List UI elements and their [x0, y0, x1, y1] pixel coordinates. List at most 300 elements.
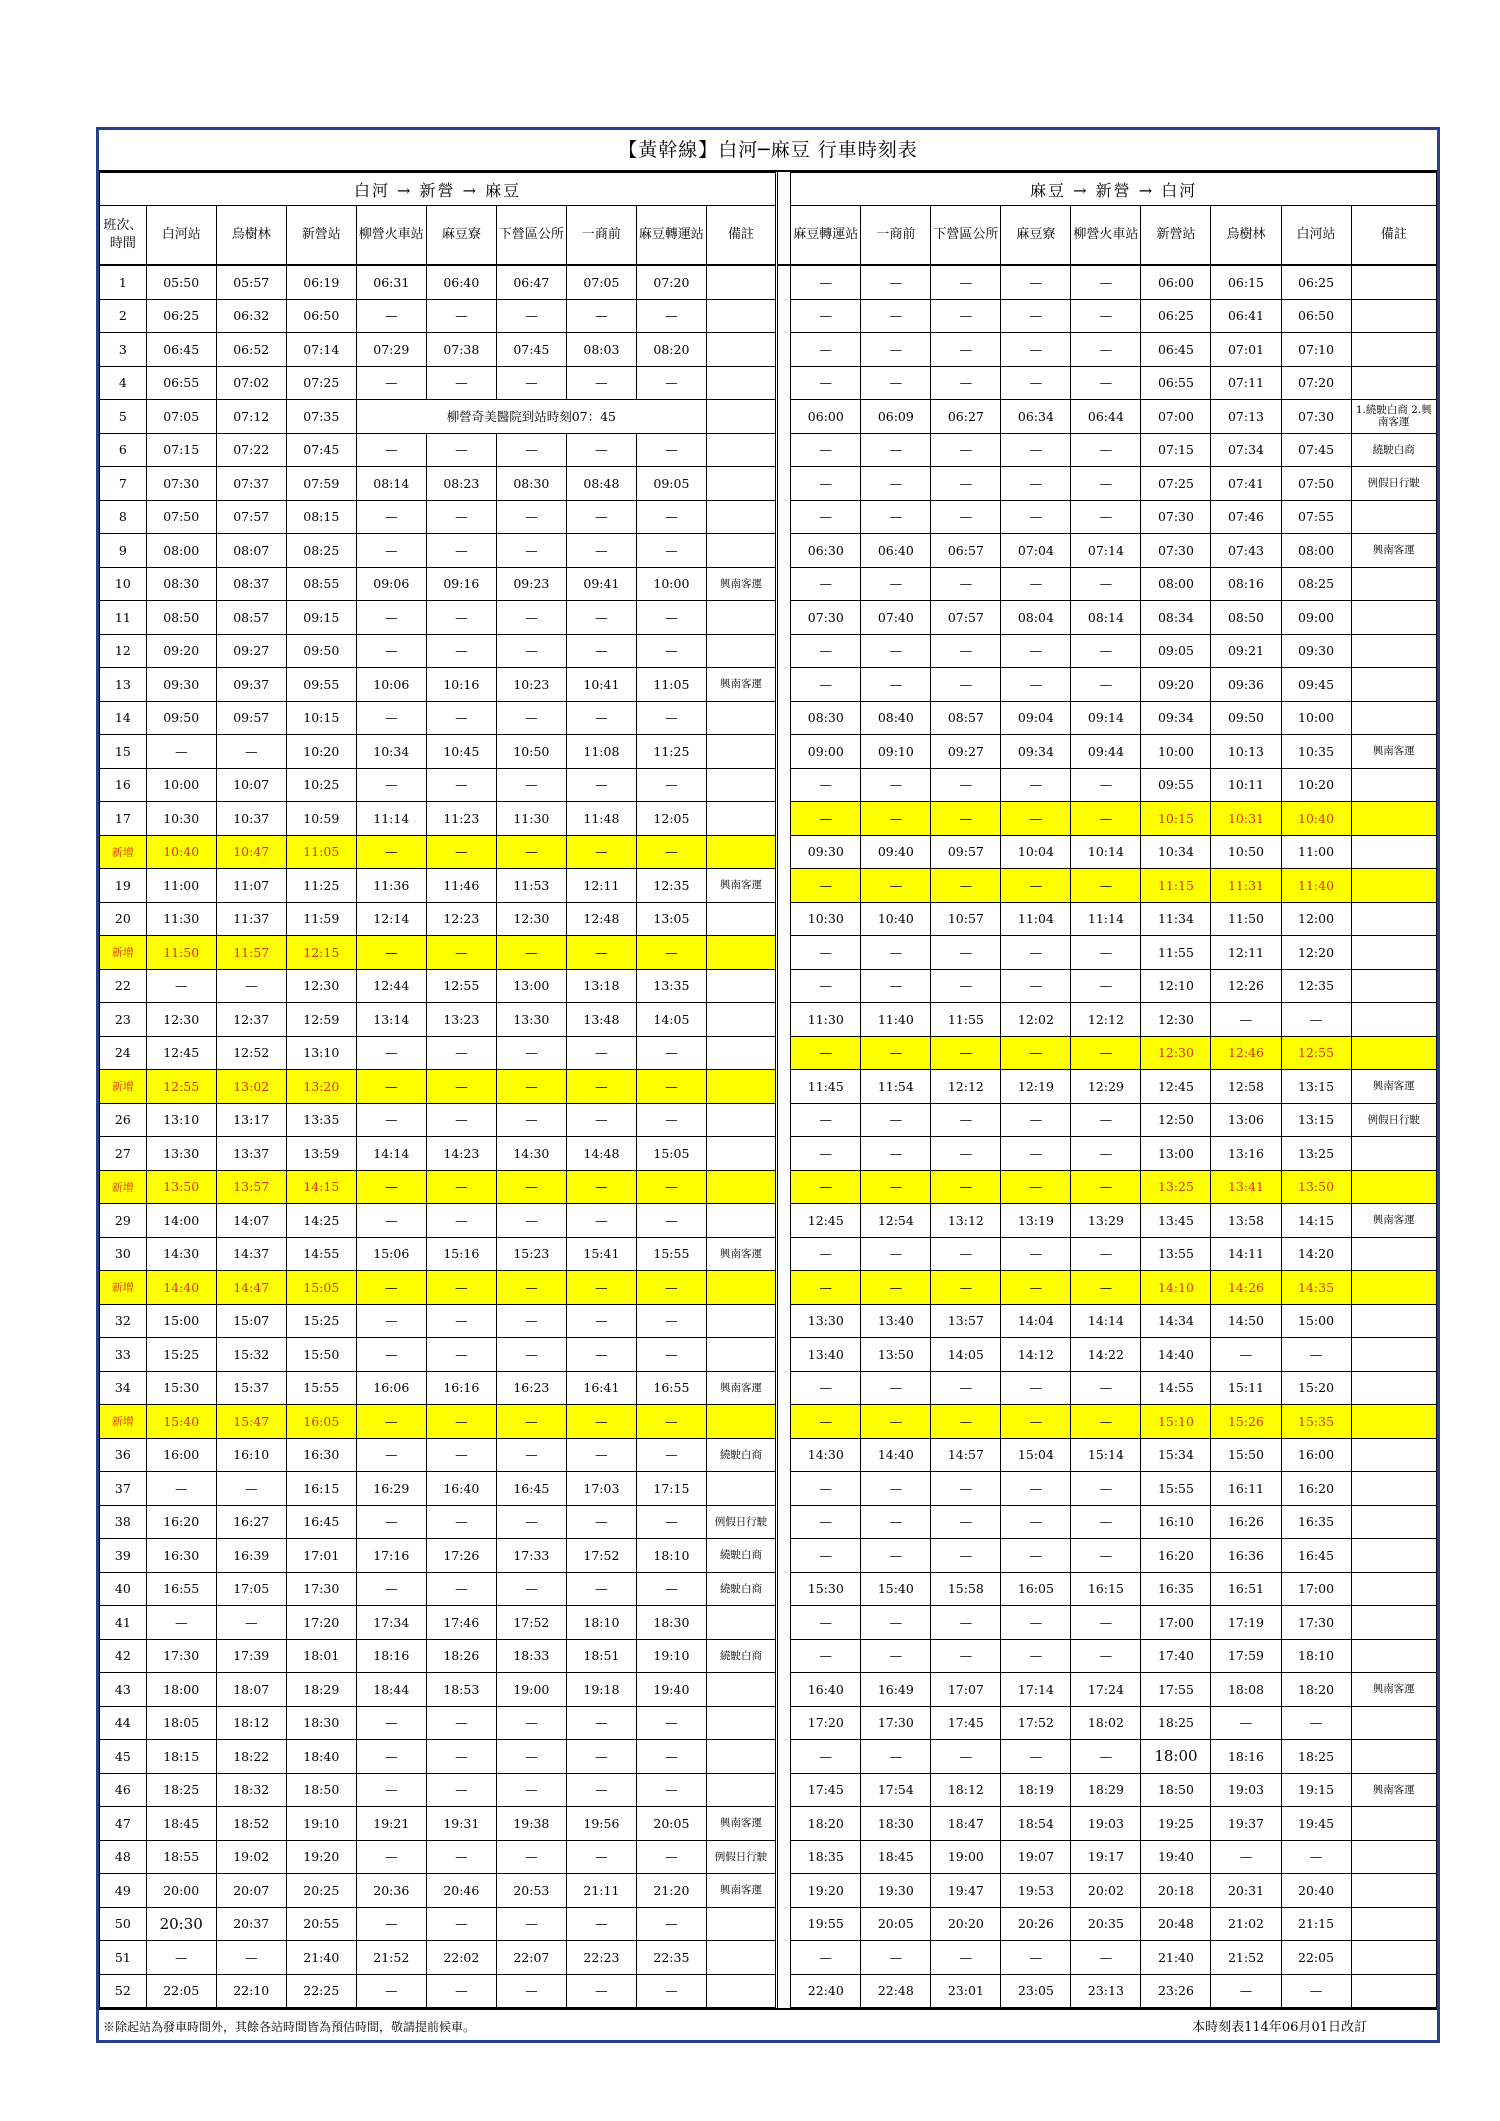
- time-cell: 20:37: [216, 1907, 286, 1941]
- time-cell: 18:52: [216, 1807, 286, 1841]
- time-cell: —: [861, 1237, 931, 1271]
- time-cell: 18:44: [356, 1673, 426, 1707]
- time-cell: —: [1001, 299, 1071, 333]
- time-cell: —: [146, 1472, 216, 1506]
- time-cell: —: [1001, 333, 1071, 367]
- time-cell: —: [1071, 936, 1141, 970]
- time-cell: 15:55: [636, 1237, 706, 1271]
- trip-number-cell: 新增: [100, 1271, 147, 1305]
- table-row: [100, 1472, 1437, 1506]
- remark-cell: [706, 1170, 776, 1204]
- time-cell: 07:29: [356, 333, 426, 367]
- time-cell: —: [1001, 500, 1071, 534]
- time-cell: —: [1001, 869, 1071, 903]
- header-cell: 麻豆轉運站: [791, 206, 861, 266]
- time-cell: 15:34: [1141, 1438, 1211, 1472]
- table-gap: [777, 1807, 791, 1841]
- time-cell: —: [861, 1405, 931, 1439]
- time-cell: 12:58: [1211, 1070, 1281, 1104]
- time-cell: 16:51: [1211, 1572, 1281, 1606]
- time-cell: —: [931, 467, 1001, 501]
- time-cell: —: [636, 1438, 706, 1472]
- time-cell: 15:23: [496, 1237, 566, 1271]
- time-cell: —: [1071, 969, 1141, 1003]
- time-cell: 09:50: [1211, 701, 1281, 735]
- time-cell: 22:05: [146, 1974, 216, 2008]
- time-cell: 09:34: [1001, 735, 1071, 769]
- table-gap: [777, 1003, 791, 1037]
- time-cell: 18:10: [566, 1606, 636, 1640]
- table-row: [100, 1673, 1437, 1707]
- remark-cell: 興南客運: [706, 1874, 776, 1908]
- time-cell: 19:02: [216, 1840, 286, 1874]
- time-cell: 11:23: [426, 802, 496, 836]
- time-cell: 10:15: [1141, 802, 1211, 836]
- time-cell: —: [636, 1706, 706, 1740]
- time-cell: 13:18: [566, 969, 636, 1003]
- time-cell: —: [1001, 467, 1071, 501]
- time-cell: —: [636, 701, 706, 735]
- remark-cell: [706, 735, 776, 769]
- time-cell: 12:35: [636, 869, 706, 903]
- table-row: [100, 1505, 1437, 1539]
- time-cell: —: [566, 936, 636, 970]
- time-cell: 12:59: [286, 1003, 356, 1037]
- time-cell: 06:57: [931, 534, 1001, 568]
- time-cell: 07:30: [1141, 534, 1211, 568]
- timetable: [99, 172, 1437, 2008]
- time-cell: —: [1071, 869, 1141, 903]
- table-gap: [777, 299, 791, 333]
- remark-cell: [1351, 936, 1436, 970]
- time-cell: 16:23: [496, 1371, 566, 1405]
- time-cell: —: [356, 768, 426, 802]
- time-cell: —: [636, 1840, 706, 1874]
- time-cell: 07:10: [1281, 333, 1351, 367]
- time-cell: —: [566, 299, 636, 333]
- time-cell: 16:16: [426, 1371, 496, 1405]
- time-cell: —: [1071, 802, 1141, 836]
- time-cell: —: [791, 634, 861, 668]
- time-cell: —: [1001, 802, 1071, 836]
- trip-number-cell: 16: [100, 768, 147, 802]
- time-cell: 06:40: [861, 534, 931, 568]
- time-cell: —: [861, 1036, 931, 1070]
- time-cell: —: [791, 869, 861, 903]
- header-row: [100, 206, 1437, 266]
- table-row: [100, 1371, 1437, 1405]
- time-cell: 13:06: [1211, 1103, 1281, 1137]
- time-cell: 22:35: [636, 1941, 706, 1975]
- time-cell: 16:55: [146, 1572, 216, 1606]
- time-cell: —: [1071, 1237, 1141, 1271]
- time-cell: —: [931, 1740, 1001, 1774]
- time-cell: 16:15: [286, 1472, 356, 1506]
- time-cell: 19:55: [791, 1907, 861, 1941]
- time-cell: 18:30: [861, 1807, 931, 1841]
- time-cell: 09:20: [146, 634, 216, 668]
- time-cell: —: [636, 768, 706, 802]
- time-cell: 10:45: [426, 735, 496, 769]
- remark-cell: [1351, 802, 1436, 836]
- time-cell: —: [1071, 1036, 1141, 1070]
- trip-number-cell: 32: [100, 1304, 147, 1338]
- table-gap: [777, 601, 791, 635]
- time-cell: 07:38: [426, 333, 496, 367]
- time-cell: —: [931, 366, 1001, 400]
- time-cell: 17:19: [1211, 1606, 1281, 1640]
- time-cell: —: [1071, 1103, 1141, 1137]
- time-cell: —: [426, 936, 496, 970]
- time-cell: 17:30: [286, 1572, 356, 1606]
- time-cell: 08:25: [1281, 567, 1351, 601]
- time-cell: 13:50: [1281, 1170, 1351, 1204]
- time-cell: 18:55: [146, 1840, 216, 1874]
- time-cell: —: [426, 1907, 496, 1941]
- time-cell: —: [356, 1974, 426, 2008]
- remark-cell: [706, 1673, 776, 1707]
- remark-cell: [706, 400, 776, 434]
- time-cell: —: [426, 299, 496, 333]
- time-cell: —: [636, 1974, 706, 2008]
- table-gap: [777, 433, 791, 467]
- time-cell: —: [1001, 1237, 1071, 1271]
- table-gap: [777, 936, 791, 970]
- table-row: [100, 1271, 1437, 1305]
- time-cell: —: [1071, 1639, 1141, 1673]
- time-cell: 18:25: [1281, 1740, 1351, 1774]
- table-gap: [777, 1974, 791, 2008]
- time-cell: 22:10: [216, 1974, 286, 2008]
- remark-cell: [1351, 1874, 1436, 1908]
- time-cell: —: [496, 1505, 566, 1539]
- time-cell: 12:50: [1141, 1103, 1211, 1137]
- trip-number-cell: 26: [100, 1103, 147, 1137]
- time-cell: 13:30: [791, 1304, 861, 1338]
- table-gap: [777, 567, 791, 601]
- time-cell: —: [496, 1103, 566, 1137]
- time-cell: 12:45: [791, 1204, 861, 1238]
- table-gap: [777, 1773, 791, 1807]
- time-cell: 13:50: [146, 1170, 216, 1204]
- remark-cell: 繞駛白商: [706, 1438, 776, 1472]
- time-cell: 09:41: [566, 567, 636, 601]
- time-cell: 14:57: [931, 1438, 1001, 1472]
- table-row: [100, 869, 1437, 903]
- remark-cell: [706, 299, 776, 333]
- time-cell: 10:50: [496, 735, 566, 769]
- time-cell: 09:30: [146, 668, 216, 702]
- time-cell: —: [636, 1773, 706, 1807]
- table-gap: [777, 1103, 791, 1137]
- header-cell: 新營站: [286, 206, 356, 266]
- trip-number-cell: 新增: [100, 1070, 147, 1104]
- time-cell: —: [1071, 1170, 1141, 1204]
- time-cell: 11:34: [1141, 902, 1211, 936]
- time-cell: —: [861, 333, 931, 367]
- table-gap: [777, 1371, 791, 1405]
- remark-cell: 興南客運: [706, 869, 776, 903]
- time-cell: 16:36: [1211, 1539, 1281, 1573]
- time-cell: 13:58: [1211, 1204, 1281, 1238]
- time-cell: 21:20: [636, 1874, 706, 1908]
- remark-cell: [1351, 299, 1436, 333]
- table-row: [100, 265, 1437, 299]
- outbound-direction: 白河 → 新營 → 麻豆: [100, 173, 777, 206]
- time-cell: —: [356, 1170, 426, 1204]
- time-cell: 08:03: [566, 333, 636, 367]
- trip-number-cell: 23: [100, 1003, 147, 1037]
- table-gap: [777, 400, 791, 434]
- time-cell: 14:14: [1071, 1304, 1141, 1338]
- time-cell: 16:30: [146, 1539, 216, 1573]
- time-cell: —: [356, 1706, 426, 1740]
- remark-cell: [706, 969, 776, 1003]
- header-cell: 白河站: [146, 206, 216, 266]
- time-cell: —: [791, 433, 861, 467]
- time-cell: 15:40: [146, 1405, 216, 1439]
- time-cell: 12:05: [636, 802, 706, 836]
- time-cell: 13:10: [286, 1036, 356, 1070]
- time-cell: 18:26: [426, 1639, 496, 1673]
- remark-cell: [1351, 1271, 1436, 1305]
- header-cell: 備註: [706, 206, 776, 266]
- time-cell: 20:31: [1211, 1874, 1281, 1908]
- remark-cell: [1351, 1706, 1436, 1740]
- time-cell: —: [496, 1740, 566, 1774]
- time-cell: —: [931, 1036, 1001, 1070]
- time-cell: 19:00: [496, 1673, 566, 1707]
- time-cell: 08:40: [861, 701, 931, 735]
- time-cell: 09:06: [356, 567, 426, 601]
- remark-cell: [1351, 366, 1436, 400]
- time-cell: —: [861, 1639, 931, 1673]
- time-cell: —: [861, 1539, 931, 1573]
- table-row: [100, 668, 1437, 702]
- time-cell: 14:34: [1141, 1304, 1211, 1338]
- time-cell: 21:40: [1141, 1941, 1211, 1975]
- time-cell: —: [1281, 1840, 1351, 1874]
- time-cell: 18:45: [861, 1840, 931, 1874]
- table-row: [100, 1907, 1437, 1941]
- time-cell: 17:00: [1281, 1572, 1351, 1606]
- time-cell: 10:57: [931, 902, 1001, 936]
- time-cell: 06:41: [1211, 299, 1281, 333]
- time-cell: —: [566, 1405, 636, 1439]
- time-cell: —: [636, 500, 706, 534]
- time-cell: 20:55: [286, 1907, 356, 1941]
- table-row: [100, 1974, 1437, 2008]
- time-cell: —: [426, 1840, 496, 1874]
- time-cell: 15:32: [216, 1338, 286, 1372]
- time-cell: —: [496, 1840, 566, 1874]
- time-cell: —: [636, 1338, 706, 1372]
- time-cell: —: [931, 668, 1001, 702]
- time-cell: —: [496, 366, 566, 400]
- time-cell: —: [566, 534, 636, 568]
- time-cell: 17:20: [286, 1606, 356, 1640]
- time-cell: 19:18: [566, 1673, 636, 1707]
- time-cell: 07:05: [146, 400, 216, 434]
- time-cell: 13:57: [931, 1304, 1001, 1338]
- time-cell: —: [356, 936, 426, 970]
- time-cell: —: [496, 701, 566, 735]
- time-cell: —: [566, 1304, 636, 1338]
- time-cell: —: [426, 1103, 496, 1137]
- time-cell: 19:47: [931, 1874, 1001, 1908]
- time-cell: —: [146, 735, 216, 769]
- time-cell: 17:40: [1141, 1639, 1211, 1673]
- time-cell: 06:09: [861, 400, 931, 434]
- remark-cell: [706, 1606, 776, 1640]
- time-cell: 11:54: [861, 1070, 931, 1104]
- time-cell: —: [861, 433, 931, 467]
- time-cell: 12:14: [356, 902, 426, 936]
- time-cell: 13:37: [216, 1137, 286, 1171]
- time-cell: 09:10: [861, 735, 931, 769]
- time-cell: 08:07: [216, 534, 286, 568]
- time-cell: 17:24: [1071, 1673, 1141, 1707]
- time-cell: 14:25: [286, 1204, 356, 1238]
- remark-cell: 興南客運: [1351, 1773, 1436, 1807]
- time-cell: —: [1071, 1405, 1141, 1439]
- remark-cell: 繞駛白商: [1351, 433, 1436, 467]
- trip-number-cell: 49: [100, 1874, 147, 1908]
- time-cell: 09:23: [496, 567, 566, 601]
- table-row: [100, 299, 1437, 333]
- time-cell: 07:57: [931, 601, 1001, 635]
- time-cell: 08:37: [216, 567, 286, 601]
- time-cell: 11:40: [861, 1003, 931, 1037]
- remark-cell: [1351, 1472, 1436, 1506]
- time-cell: 19:30: [861, 1874, 931, 1908]
- time-cell: 08:20: [636, 333, 706, 367]
- time-cell: —: [931, 1505, 1001, 1539]
- remark-cell: [1351, 1840, 1436, 1874]
- time-cell: —: [861, 1941, 931, 1975]
- time-cell: 09:27: [216, 634, 286, 668]
- table-row: [100, 333, 1437, 367]
- time-cell: 23:01: [931, 1974, 1001, 2008]
- time-cell: 14:11: [1211, 1237, 1281, 1271]
- trip-number-cell: 33: [100, 1338, 147, 1372]
- time-cell: 12:30: [1141, 1003, 1211, 1037]
- time-cell: —: [356, 299, 426, 333]
- time-cell: 16:41: [566, 1371, 636, 1405]
- time-cell: 13:00: [496, 969, 566, 1003]
- time-cell: —: [636, 1907, 706, 1941]
- time-cell: —: [1281, 1706, 1351, 1740]
- remark-cell: [706, 1070, 776, 1104]
- time-cell: —: [791, 1472, 861, 1506]
- time-cell: 14:26: [1211, 1271, 1281, 1305]
- table-row: [100, 1874, 1437, 1908]
- inbound-direction: 麻豆 → 新營 → 白河: [791, 173, 1437, 206]
- time-cell: 12:45: [1141, 1070, 1211, 1104]
- time-cell: 15:14: [1071, 1438, 1141, 1472]
- time-cell: 16:10: [1141, 1505, 1211, 1539]
- time-cell: 21:11: [566, 1874, 636, 1908]
- time-cell: —: [1001, 1505, 1071, 1539]
- remark-cell: [1351, 1907, 1436, 1941]
- time-cell: 17:52: [566, 1539, 636, 1573]
- time-cell: 18:29: [286, 1673, 356, 1707]
- table-gap: [777, 735, 791, 769]
- time-cell: 18:10: [1281, 1639, 1351, 1673]
- table-gap: [777, 1740, 791, 1774]
- trip-number-cell: 39: [100, 1539, 147, 1573]
- table-gap: [777, 265, 791, 299]
- trip-number-cell: 17: [100, 802, 147, 836]
- remark-cell: 興南客運: [706, 668, 776, 702]
- trip-number-cell: 22: [100, 969, 147, 1003]
- time-cell: —: [931, 768, 1001, 802]
- time-cell: 09:57: [931, 835, 1001, 869]
- time-cell: 18:25: [1141, 1706, 1211, 1740]
- time-cell: 21:02: [1211, 1907, 1281, 1941]
- time-cell: 06:19: [286, 265, 356, 299]
- time-cell: —: [791, 1137, 861, 1171]
- time-cell: 13:16: [1211, 1137, 1281, 1171]
- time-cell: 07:00: [1141, 400, 1211, 434]
- time-cell: 10:13: [1211, 735, 1281, 769]
- table-row: [100, 902, 1437, 936]
- time-cell: —: [216, 1941, 286, 1975]
- time-cell: 11:15: [1141, 869, 1211, 903]
- time-cell: 15:30: [146, 1371, 216, 1405]
- time-cell: 20:18: [1141, 1874, 1211, 1908]
- time-cell: —: [426, 1338, 496, 1372]
- remark-cell: 興南客運: [1351, 1673, 1436, 1707]
- time-cell: 15:05: [636, 1137, 706, 1171]
- time-cell: —: [791, 333, 861, 367]
- time-cell: 17:30: [861, 1706, 931, 1740]
- time-cell: 14:30: [496, 1137, 566, 1171]
- time-cell: —: [426, 1438, 496, 1472]
- time-cell: 07:35: [286, 400, 356, 434]
- time-cell: —: [931, 1539, 1001, 1573]
- remark-cell: [706, 1907, 776, 1941]
- time-cell: —: [791, 1941, 861, 1975]
- time-cell: 11:46: [426, 869, 496, 903]
- time-cell: 09:30: [791, 835, 861, 869]
- time-cell: —: [496, 1773, 566, 1807]
- remark-cell: [1351, 902, 1436, 936]
- time-cell: 06:47: [496, 265, 566, 299]
- time-cell: 18:30: [636, 1606, 706, 1640]
- time-cell: —: [636, 1036, 706, 1070]
- time-cell: 14:05: [636, 1003, 706, 1037]
- time-cell: 08:48: [566, 467, 636, 501]
- time-cell: —: [861, 869, 931, 903]
- time-cell: —: [426, 1036, 496, 1070]
- time-cell: —: [356, 1338, 426, 1372]
- time-cell: 07:41: [1211, 467, 1281, 501]
- table-row: [100, 1606, 1437, 1640]
- time-cell: —: [1281, 1003, 1351, 1037]
- time-cell: 07:22: [216, 433, 286, 467]
- table-gap: [777, 1639, 791, 1673]
- time-cell: —: [426, 1773, 496, 1807]
- time-cell: 15:06: [356, 1237, 426, 1271]
- trip-number-cell: 45: [100, 1740, 147, 1774]
- time-cell: —: [356, 1103, 426, 1137]
- time-cell: 14:48: [566, 1137, 636, 1171]
- time-cell: 11:48: [566, 802, 636, 836]
- time-cell: 17:30: [1281, 1606, 1351, 1640]
- time-cell: 09:04: [1001, 701, 1071, 735]
- trip-number-cell: 14: [100, 701, 147, 735]
